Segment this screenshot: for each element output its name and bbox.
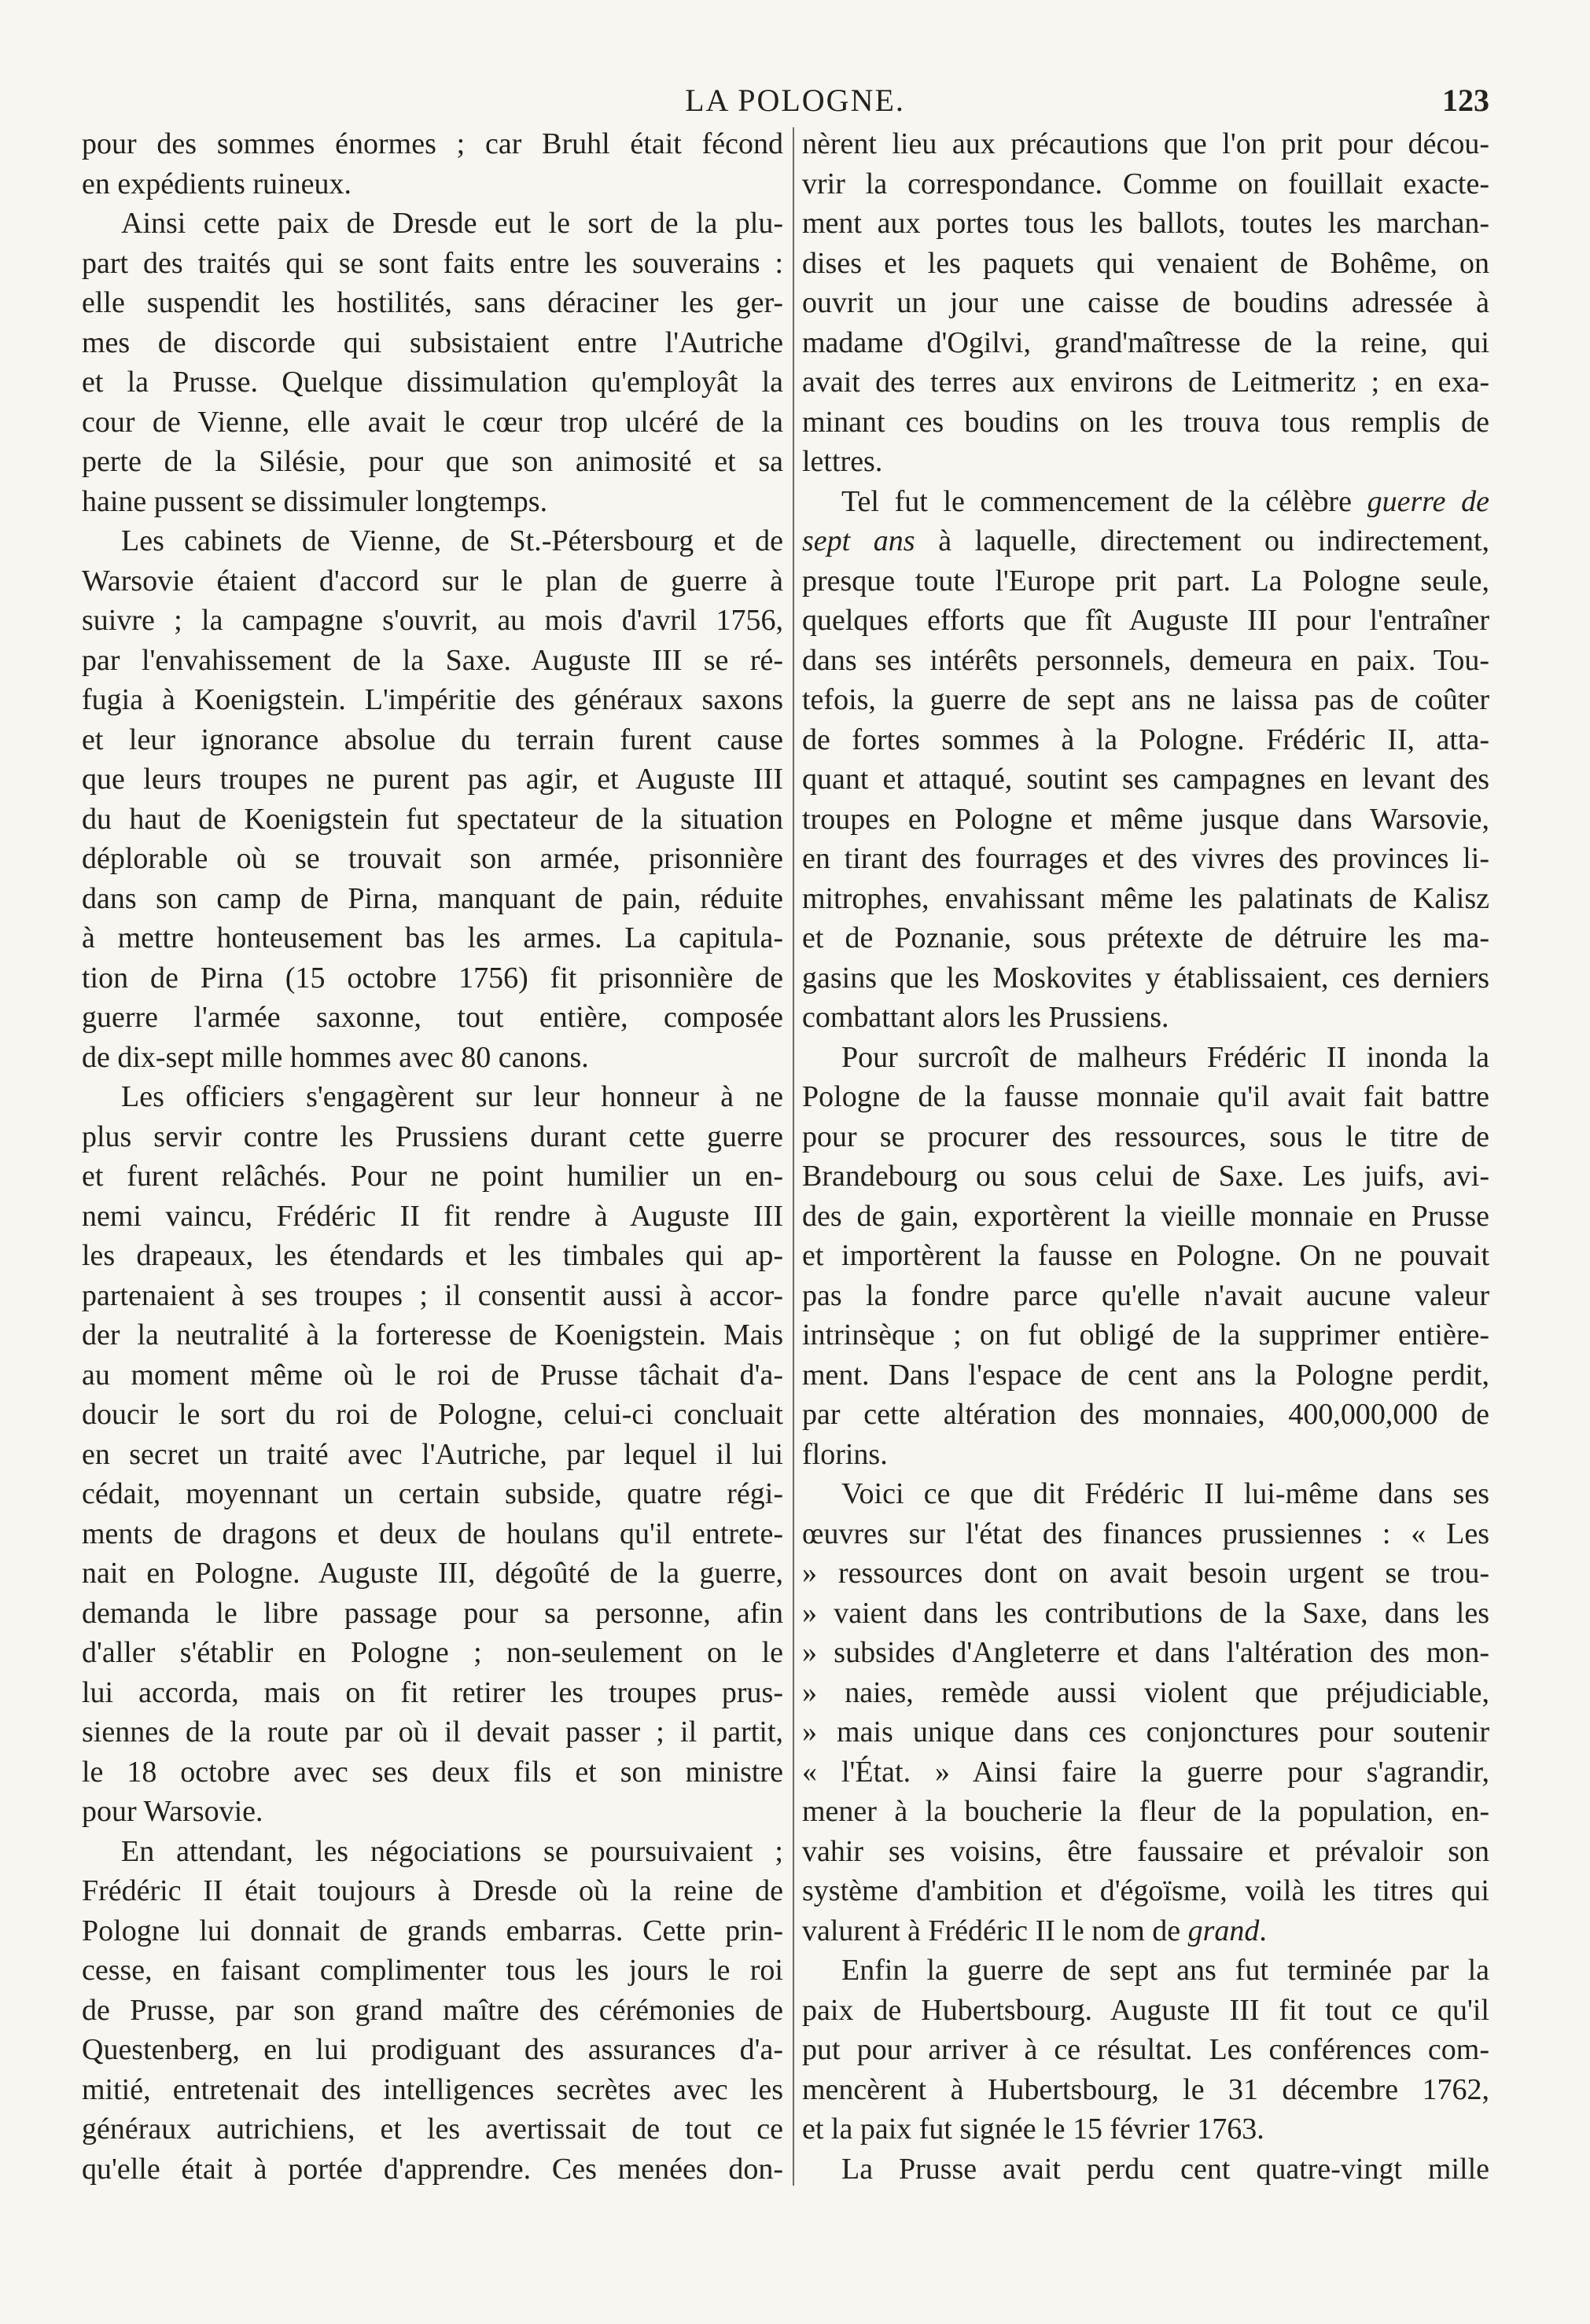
text-line: le 18 octobre avec ses deux fils et son ministre xyxy=(82,1755,783,1789)
text-segment: à laquelle, directement ou indirectement, xyxy=(915,524,1489,557)
text-line: madame d'Ogilvi, grand'maîtresse de la reine, qui xyxy=(802,325,1489,359)
text-line: intrinsèque ; on fut obligé de la supprimer entière- xyxy=(802,1318,1489,1351)
text-line: gasins que les Moskovites y établissaient, ces derniers xyxy=(802,961,1489,995)
text-line: Questenberg, en lui prodiguant des assurances d'a- xyxy=(82,2033,783,2066)
text-line: cédait, moyennant un certain subside, quatre régi- xyxy=(82,1477,783,1510)
text-line: der la neutralité à la forteresse de Koenigstein. Mais xyxy=(82,1318,783,1351)
text-line: plus servir contre les Prussiens durant cette guerre xyxy=(82,1120,783,1153)
text-line: fugia à Koenigstein. L'impéritie des généraux saxons xyxy=(82,683,783,716)
text-segment: . xyxy=(1259,1914,1267,1947)
text-line: partenaient à ses troupes ; il consentit aussi à accor- xyxy=(82,1278,783,1312)
text-line: combattant alors les Prussiens. xyxy=(802,1001,1169,1034)
text-line: Les officiers s'engagèrent sur leur honneur à ne xyxy=(121,1080,783,1113)
text-line: qu'elle était à portée d'apprendre. Ces menées don- xyxy=(82,2152,783,2186)
text-line: de Prusse, par son grand maître des cérémonies de xyxy=(82,1993,783,2027)
text-line: de fortes sommes à la Pologne. Frédéric II, atta- xyxy=(802,723,1489,756)
text-line: suivre ; la campagne s'ouvrit, au mois d'avril 1756, xyxy=(82,604,783,637)
text-line: Enfin la guerre de sept ans fut terminée par la xyxy=(841,1954,1489,1987)
paragraph xyxy=(802,2149,1489,2190)
text-line: ments de dragons et deux de houlans qu'il entrete- xyxy=(82,1517,783,1550)
text-line xyxy=(802,521,1489,561)
text-line: à mettre honteusement bas les armes. La capitula- xyxy=(82,921,783,954)
text-line: La Prusse avait perdu cent quatre-vingt mille xyxy=(841,2152,1489,2186)
text-line: en tirant des fourrages et des vivres des provinces li- xyxy=(802,842,1489,875)
text-line: généraux autrichiens, et les avertissait de tout ce xyxy=(82,2113,783,2146)
paragraph xyxy=(82,521,783,1077)
text-line: pour des sommes énormes ; car Bruhl était fécond xyxy=(82,127,783,160)
text-line: tion de Pirna (15 octobre 1756) fit prisonnière de xyxy=(82,961,783,995)
text-line: En attendant, les négociations se poursuivaient ; xyxy=(121,1834,783,1868)
text-line: déplorable où se trouvait son armée, prisonnière xyxy=(82,842,783,875)
text-line: pour Warsovie. xyxy=(82,1795,263,1828)
italic-text: guerre de xyxy=(1367,484,1489,518)
text-line: haine pussent se dissimuler longtemps. xyxy=(82,484,548,518)
text-line: » subsides d'Angleterre et dans l'altération des mon- xyxy=(802,1636,1489,1669)
text-segment: valurent à Frédéric II le nom de xyxy=(802,1914,1188,1947)
text-line: demanda le libre passage pour sa personne, afin xyxy=(82,1596,783,1630)
text-line: et leur ignorance absolue du terrain furent cause xyxy=(82,723,783,756)
text-line: en expédients ruineux. xyxy=(82,167,351,200)
text-line: part des traités qui se sont faits entre les souverains : xyxy=(82,246,783,280)
text-line: des de gain, exportèrent la vieille monnaie en Prusse xyxy=(802,1199,1489,1233)
text-line: cour de Vienne, elle avait le cœur trop ulcéré de la xyxy=(82,405,783,439)
text-line: ment. Dans l'espace de cent ans la Pologne perdit, xyxy=(802,1358,1489,1392)
text-line: avait des terres aux environs de Leitmeritz ; en exa- xyxy=(802,366,1489,399)
text-line: lui accorda, mais on fit retirer les troupes prus- xyxy=(82,1675,783,1709)
text-line: Pologne lui donnait de grands embarras. Cette prin- xyxy=(82,1914,783,1947)
text-line: Voici ce que dit Frédéric II lui-même dans ses xyxy=(841,1477,1489,1510)
paragraph xyxy=(82,204,783,521)
paragraph xyxy=(802,1038,1489,1475)
text-line: minant ces boudins on les trouva tous remplis de xyxy=(802,405,1489,439)
text-line: et la Prusse. Quelque dissimulation qu'employât la xyxy=(82,366,783,399)
text-line: système d'ambition et d'égoïsme, voilà les titres qui xyxy=(802,1874,1489,1907)
text-line: ment aux portes tous les ballots, toutes les marchan- xyxy=(802,207,1489,240)
column-divider xyxy=(793,127,794,2186)
text-line: mener à la boucherie la fleur de la population, en- xyxy=(802,1795,1489,1828)
text-line: au moment même où le roi de Prusse tâchait d'a- xyxy=(82,1358,783,1392)
paragraph xyxy=(802,1951,1489,2149)
text-line: lettres. xyxy=(802,445,883,478)
paragraph xyxy=(82,124,783,204)
text-line: nait en Pologne. Auguste III, dégoûté de la guerre, xyxy=(82,1557,783,1590)
italic-text: grand xyxy=(1187,1914,1260,1947)
italic-text: sept ans xyxy=(802,524,915,557)
text-line: doucir le sort du roi de Pologne, celui-ci concluait xyxy=(82,1398,783,1431)
text-line: vahir ses voisins, être faussaire et prévaloir son xyxy=(802,1834,1489,1868)
text-line: dans son camp de Pirna, manquant de pain, réduite xyxy=(82,881,783,915)
text-line: nemi vaincu, Frédéric II fit rendre à Auguste III xyxy=(82,1199,783,1233)
text-line: par l'envahissement de la Saxe. Auguste III se ré- xyxy=(82,643,783,677)
text-line: les drapeaux, les étendards et les timbales qui ap- xyxy=(82,1239,783,1272)
text-line: et de Poznanie, sous prétexte de détruire les ma- xyxy=(802,921,1489,954)
text-line: vrir la correspondance. Comme on fouillait exacte- xyxy=(802,167,1489,200)
text-segment: Tel fut le commencement de la célèbre xyxy=(841,484,1367,518)
text-line: Brandebourg ou sous celui de Saxe. Les juifs, avi- xyxy=(802,1160,1489,1193)
text-line: mitié, entretenait des intelligences secrètes avec les xyxy=(82,2072,783,2106)
text-line: et furent relâchés. Pour ne point humilier un en- xyxy=(82,1160,783,1193)
text-line: nèrent lieu aux précautions que l'on prit pour décou- xyxy=(802,127,1489,160)
text-line: en secret un traité avec l'Autriche, par lequel il lui xyxy=(82,1437,783,1471)
text-line: dans ses intérêts personnels, demeura en paix. Tou- xyxy=(802,643,1489,677)
text-line: Warsovie étaient d'accord sur le plan de guerre à xyxy=(82,564,783,598)
text-line: » ressources dont on avait besoin urgent se trou- xyxy=(802,1557,1489,1590)
text-line: Pologne de la fausse monnaie qu'il avait fait battre xyxy=(802,1080,1489,1113)
text-line: elle suspendit les hostilités, sans déraciner les ger- xyxy=(82,286,783,319)
text-line: ouvrit un jour une caisse de boudins adressée à xyxy=(802,286,1489,319)
text-line: « l'État. » Ainsi faire la guerre pour s'agrandir, xyxy=(802,1755,1489,1789)
text-line: » vaient dans les contributions de la Saxe, dans les xyxy=(802,1596,1489,1630)
text-line: perte de la Silésie, pour que son animosité et sa xyxy=(82,445,783,478)
text-line: » naies, remède aussi violent que préjudiciable, xyxy=(802,1675,1489,1709)
text-line: Pour surcroît de malheurs Frédéric II inonda la xyxy=(841,1040,1489,1074)
text-line: dises et les paquets qui venaient de Bohême, on xyxy=(802,246,1489,280)
text-line: pour se procurer des ressources, sous le titre de xyxy=(802,1120,1489,1153)
paragraph xyxy=(82,1832,783,2190)
text-line: tefois, la guerre de sept ans ne laissa pas de coûter xyxy=(802,683,1489,716)
text-line: siennes de la route par où il devait passer ; il partit, xyxy=(82,1715,783,1749)
text-line: mitrophes, envahissant même les palatinats de Kalisz xyxy=(802,881,1489,915)
text-line: quant et attaqué, soutint ses campagnes en levant des xyxy=(802,763,1489,796)
text-line: presque toute l'Europe prit part. La Pologne seule, xyxy=(802,564,1489,598)
paragraph xyxy=(802,1474,1489,1951)
right-column xyxy=(802,124,1489,2189)
text-line: du haut de Koenigstein fut spectateur de la situation xyxy=(82,802,783,836)
text-line: Les cabinets de Vienne, de St.-Pétersbourg et de xyxy=(121,524,783,557)
page-number: 123 xyxy=(1442,83,1489,118)
text-line: œuvres sur l'état des finances prussiennes : « Les xyxy=(802,1517,1489,1550)
text-line: put pour arriver à ce résultat. Les conférences com- xyxy=(802,2033,1489,2066)
text-line xyxy=(802,1911,1489,1951)
paragraph xyxy=(802,482,1489,1038)
text-line: florins. xyxy=(802,1437,888,1471)
paragraph xyxy=(802,124,1489,482)
text-line: par cette altération des monnaies, 400,000,000 de xyxy=(802,1398,1489,1431)
text-line: » mais unique dans ces conjonctures pour soutenir xyxy=(802,1715,1489,1749)
text-line: et la paix fut signée le 15 février 1763. xyxy=(802,2113,1264,2146)
text-line: paix de Hubertsbourg. Auguste III fit tout ce qu'il xyxy=(802,1993,1489,2027)
text-line: de dix-sept mille hommes avec 80 canons. xyxy=(82,1040,589,1074)
running-head: LA POLOGNE. xyxy=(685,83,905,118)
text-line: Ainsi cette paix de Dresde eut le sort de la plu- xyxy=(121,207,783,240)
left-column xyxy=(82,124,783,2189)
text-line: cesse, en faisant complimenter tous les jours le roi xyxy=(82,1954,783,1987)
text-line: que leurs troupes ne purent pas agir, et Auguste III xyxy=(82,763,783,796)
text-line: guerre l'armée saxonne, tout entière, composée xyxy=(82,1001,783,1034)
text-line: mencèrent à Hubertsbourg, le 31 décembre 1762, xyxy=(802,2072,1489,2106)
text-line: Frédéric II était toujours à Dresde où la reine de xyxy=(82,1874,783,1907)
text-line xyxy=(802,482,1489,522)
text-line: troupes en Pologne et même jusque dans Warsovie, xyxy=(802,802,1489,836)
text-line: et importèrent la fausse en Pologne. On ne pouvait xyxy=(802,1239,1489,1272)
text-line: mes de discorde qui subsistaient entre l'Autriche xyxy=(82,325,783,359)
text-line: quelques efforts que fît Auguste III pour l'entraîner xyxy=(802,604,1489,637)
paragraph xyxy=(82,1077,783,1832)
text-line: pas la fondre parce qu'elle n'avait aucune valeur xyxy=(802,1278,1489,1312)
text-line: d'aller s'établir en Pologne ; non-seulement on le xyxy=(82,1636,783,1669)
